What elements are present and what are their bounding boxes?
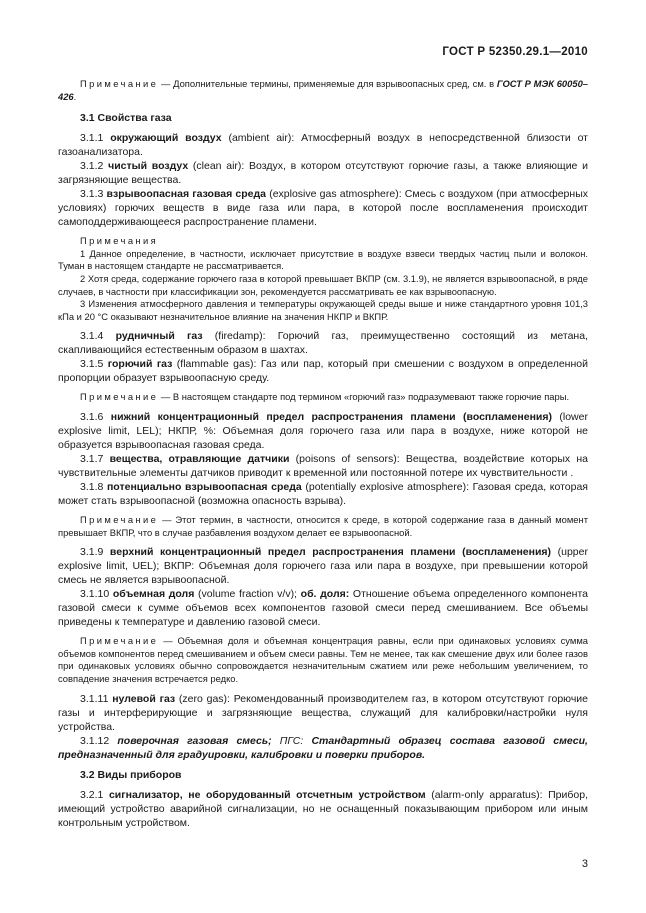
note-item: 1 Данное определение, в частности, исключает присутствие в воздухе взвеси твердых частиц пыли и волокон. Туман в настоящем стандарте не рассматривается.: [58, 247, 588, 272]
section-heading-gas-properties: 3.1 Свойства газа: [80, 112, 172, 125]
term-flammable-gas: [58, 357, 588, 385]
term-number: 3.1.8: [80, 480, 107, 493]
term-firedamp: [58, 329, 588, 357]
note-item: 2 Хотя среда, содержание горючего газа в которой превышает ВКПР (см. 3.1.9), не является взрывоопасной, в ряде случаев, в частности при классификации зон, рекомендуется рассматривать ее как взрывоопасную.: [58, 272, 588, 297]
term-alarm-only-apparatus: [58, 788, 588, 830]
term-number: 3.1.11: [80, 692, 113, 705]
note-label: Примечание: [80, 391, 159, 403]
notes-label-text: Примечания: [80, 235, 159, 247]
term-name: вещества, отравляющие датчики: [109, 452, 290, 465]
term-name: поверочная газовая смесь;: [117, 734, 272, 747]
term-definition: (ambient air): Атмосферный воздух в непосредственной близости от газоанализатора.: [58, 132, 588, 159]
term-name: объемная доля: [112, 588, 195, 601]
note-label: Примечание: [80, 513, 159, 525]
term-number: 3.1.6: [80, 410, 111, 423]
term-definition: Отношение объема определенного компонента газовой смеси к сумме объемов всех компонентов газовой смеси перед смешиванием. Все объемы приведены к температуре и давлению газовой смеси.: [58, 588, 588, 629]
term-number: 3.1.2: [80, 160, 109, 173]
term-number: 3.2.1: [80, 788, 109, 801]
note-label: Примечание: [80, 635, 159, 647]
term-name: потенциально взрывоопасная среда: [106, 480, 302, 493]
term-name: чистый воздух: [108, 160, 189, 173]
standard-reference: ГОСТ Р МЭК 60050–426: [58, 78, 588, 102]
note-end: .: [73, 90, 77, 102]
term-definition: (lower explosive limit, LEL); НКПР, %: Объемная доля горючего газа или пара в воздухе, ниже которой не образуется взрывоопасная газовая среда.: [58, 410, 588, 451]
term-name: рудничный газ: [115, 330, 203, 343]
term-definition: (upper explosive limit, UEL); ВКПР: Объемная доля горючего газа или пара в воздухе, при превышении которой смесь не является взрывоопасной.: [58, 546, 588, 587]
note-label: Примечание: [80, 78, 159, 89]
term-definition: (clean air): Воздух, в котором отсутствуют горючие газы, а также влияющие и загрязняющие вещества.: [58, 160, 588, 187]
note-additional-terms: [58, 78, 588, 103]
term-calibration-gas: [58, 734, 588, 762]
term-abbreviation: ПГС:: [271, 734, 312, 747]
term-definition: (firedamp): Горючий газ, преимущественно состоящий из метана, скапливающийся естественным образом в шахтах.: [58, 330, 588, 357]
term-explosive-gas-atmosphere: [58, 187, 588, 229]
note-volume-fraction: [58, 635, 588, 685]
term-number: 3.1.3: [80, 188, 107, 201]
note-text: — Этот термин, в частности, относится к среде, в которой содержание газа в данный момент превышает ВКПР, что в случае разбавления воздухом делает ее взрывоопасной.: [58, 513, 588, 538]
term-name: верхний концентрационный предел распространения пламени (воспламенения): [109, 546, 552, 559]
term-name: окружающий воздух: [110, 132, 222, 145]
term-abbreviation: об. доля:: [300, 588, 350, 601]
document-body: [58, 78, 588, 830]
term-number: 3.1.9: [80, 546, 110, 559]
term-uel: [58, 545, 588, 587]
term-name: нулевой газ: [112, 692, 176, 705]
term-english: (volume fraction v/v);: [194, 588, 301, 601]
note-text: — Дополнительные термины, применяемые для взрывоопасных сред, см. в: [158, 78, 497, 89]
term-number: 3.1.7: [80, 452, 110, 465]
term-definition: (explosive gas atmosphere): Смесь с воздухом (при атмосферных условиях) горючих веществ в виде газа или пара, в которой после воспламенения происходит самоподдерживающееся распространение пламени.: [58, 188, 588, 229]
term-sensor-poisons: [58, 452, 588, 480]
note-potentially-explosive: [58, 514, 588, 539]
term-definition: (flammable gas): Газ или пар, который при смешении с воздухом в определенной пропорции образует взрывоопасную среду.: [58, 358, 588, 385]
section-heading-device-types: 3.2 Виды приборов: [80, 768, 182, 781]
term-ambient-air: [58, 131, 588, 159]
page-number: 3: [581, 858, 588, 870]
term-lel: [58, 410, 588, 452]
term-number: 3.1.12: [80, 734, 118, 747]
term-number: 3.1.10: [80, 588, 113, 601]
term-definition: (poisons of sensors): Вещества, воздействие которых на чувствительные элементы датчиков приводит к временной или постоянной потере их чувствительности .: [58, 452, 589, 479]
term-name: горючий газ: [107, 358, 173, 371]
term-zero-gas: [58, 692, 588, 734]
notes-label: [58, 235, 588, 248]
term-potentially-explosive: [58, 480, 588, 508]
term-definition: (zero gas): Рекомендованный производителем газ, в котором отсутствуют горючие газы и интерферирующие и загрязняющие вещества, служащий для калибровки/настройки нуля устройства.: [58, 692, 588, 733]
term-number: 3.1.4: [80, 330, 116, 343]
term-name: сигнализатор, не оборудованный отсчетным устройством: [108, 788, 426, 801]
term-number: 3.1.1: [80, 132, 111, 145]
term-name: взрывоопасная газовая среда: [106, 188, 267, 201]
note-flammable-gas: [58, 391, 588, 404]
note-text: — В настоящем стандарте под термином «горючий газ» подразумевают также горючие пары.: [158, 391, 570, 403]
term-clean-air: [58, 159, 588, 187]
term-name: нижний концентрационный предел распространения пламени (воспламенения): [110, 410, 552, 423]
term-number: 3.1.5: [80, 358, 108, 371]
notes-block: [58, 235, 588, 323]
term-definition: (alarm-only apparatus): Прибор, имеющий устройство аварийной сигнализации, но не оснащенный показывающим прибором или иным контрольным устройством.: [58, 788, 588, 829]
term-volume-fraction: [58, 587, 588, 629]
term-definition: Стандартный образец состава газовой смеси, предназначенный для градуировки, калибровки и поверки приборов.: [58, 734, 588, 761]
document-header: ГОСТ Р 52350.29.1—2010: [442, 46, 588, 58]
term-definition: (potentially explosive atmosphere): Газовая среда, которая может стать взрывоопасной (возможна опасность взрыва).: [58, 480, 588, 507]
note-text: — Объемная доля и объемная концентрация равны, если при одинаковых условиях сумма объемов компонентов перед смешиванием и объем смеси равны. Тем не менее, так как смешение двух или более газов при одинаковых условиях обычно сопровождается незначительным сжатием или реже небольшим увеличением, то совпадение значения встречается редко.: [58, 635, 588, 684]
note-item: 3 Изменения атмосферного давления и температуры окружающей среды выше и ниже стандартного уровня 101,3 кПа и 20 °С оказывают незначительное влияние на значения НКПР и ВКПР.: [58, 298, 588, 322]
